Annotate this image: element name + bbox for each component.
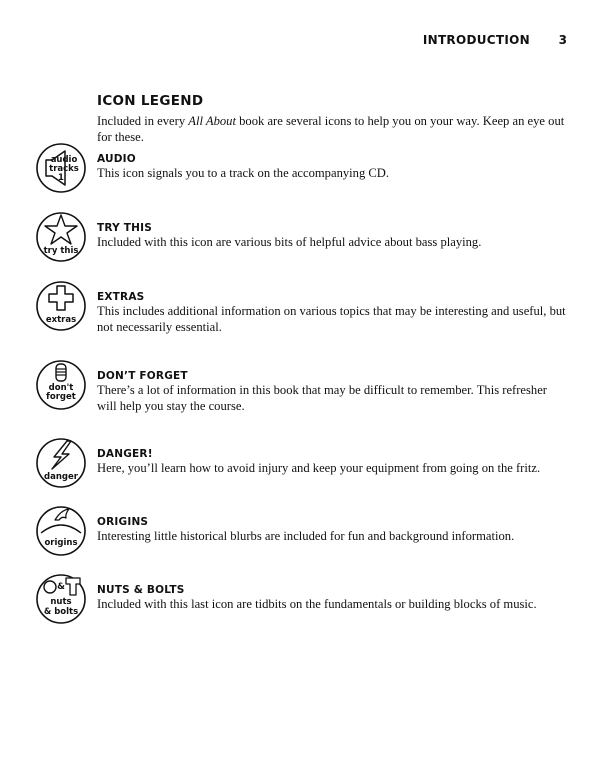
bird-icon <box>35 505 87 557</box>
intro-text-start: Included in every <box>97 114 189 128</box>
string-finger-icon <box>35 359 87 411</box>
entry-body: Included with this icon are various bits of helpful advice about bass playing. <box>97 235 482 249</box>
entry-body: This icon signals you to a track on the accompanying CD. <box>97 166 390 180</box>
icon-label: nuts <box>50 597 72 607</box>
icon-label: & bolts <box>43 607 79 617</box>
icon-label: 1 <box>58 173 64 183</box>
page-number: 3 <box>558 33 567 47</box>
intro-text-end: book are several icons to help you on your way. Keep an eye out for these. <box>97 114 565 144</box>
entry-heading: NUTS & BOLTS <box>97 584 185 596</box>
icon-label: forget <box>46 392 76 402</box>
entry-body: Interesting little historical blurbs are included for fun and background information. <box>97 529 515 543</box>
icon-label: don't <box>48 383 74 393</box>
entry-body: There’s a lot of information in this book that may be difficult to remember. This refresher will help you stay the course. <box>97 383 547 413</box>
entry-body: This includes additional information on various topics that may be interesting and useful, but not necessarily essential. <box>97 304 566 334</box>
star-icon <box>35 211 87 263</box>
icon-label: origins <box>44 538 78 548</box>
entry-heading: DANGER! <box>97 448 153 460</box>
icon-label: & <box>57 582 65 592</box>
icon-label: danger <box>44 472 78 482</box>
legend-title: ICON LEGEND <box>97 93 204 109</box>
section-title: INTRODUCTION <box>422 33 530 47</box>
entry-body: Here, you’ll learn how to avoid injury and keep your equipment from going on the fritz. <box>97 461 541 475</box>
entry-heading: AUDIO <box>97 153 136 165</box>
entry-heading: DON’T FORGET <box>97 370 188 382</box>
plus-icon <box>35 280 87 332</box>
entry-body: Included with this last icon are tidbits on the fundamentals or building blocks of music. <box>97 597 537 611</box>
icon-label: tracks <box>49 164 79 174</box>
icon-label: audio <box>50 155 78 165</box>
running-head <box>0 33 600 49</box>
icon-label: try this <box>43 246 79 256</box>
nut-bolt-icon <box>35 573 87 625</box>
speaker-icon <box>35 142 87 194</box>
entry-heading: TRY THIS <box>97 222 152 234</box>
intro-book-title: All About <box>188 114 236 128</box>
entry-heading: EXTRAS <box>97 291 145 303</box>
legend-intro <box>97 114 567 145</box>
entry-heading: ORIGINS <box>97 516 149 528</box>
lightning-icon <box>35 437 87 489</box>
icon-label: extras <box>45 315 77 325</box>
